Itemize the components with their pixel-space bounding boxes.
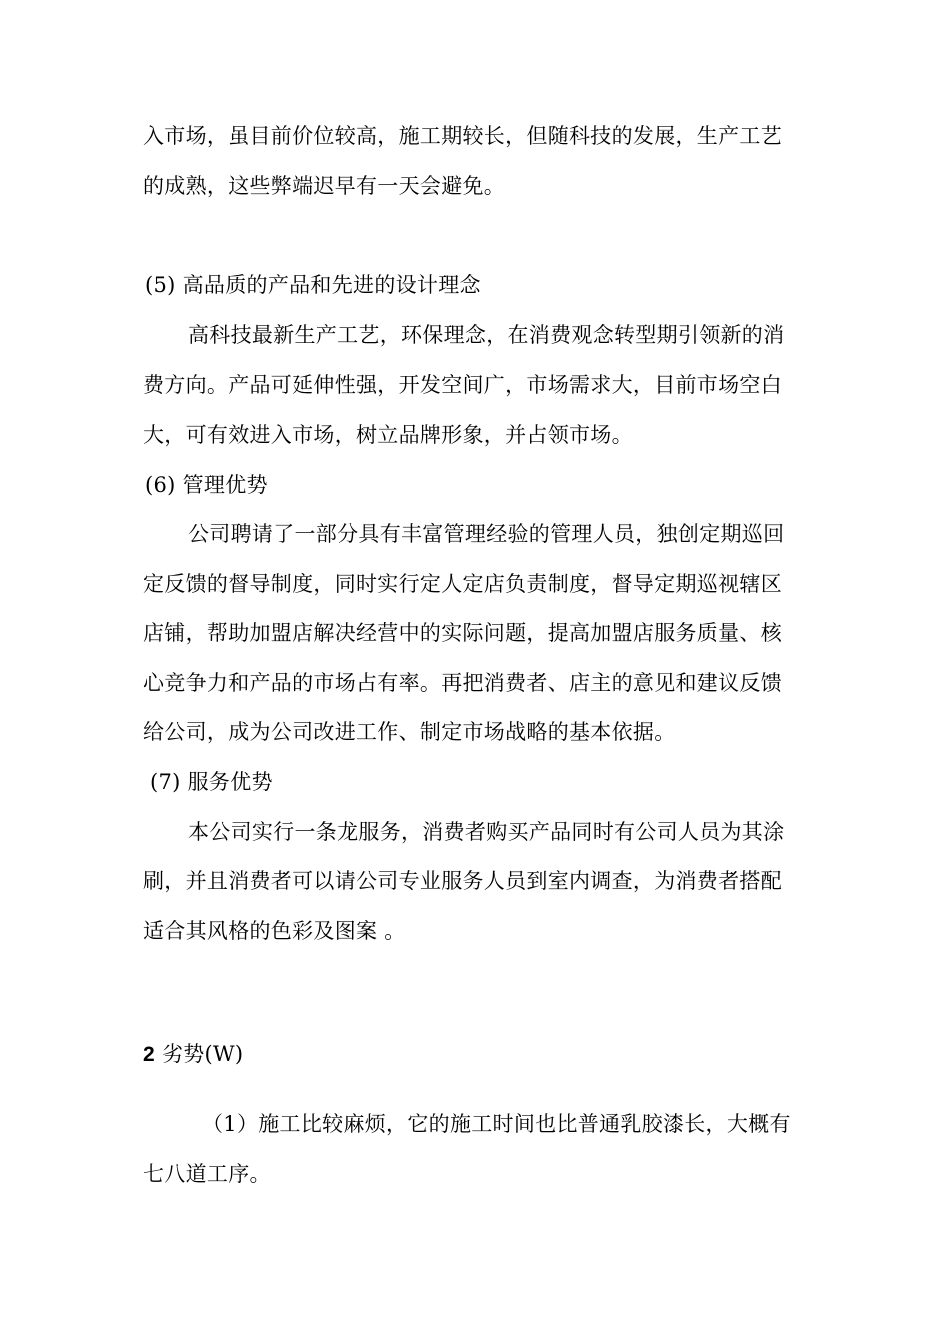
- section-heading-weakness: [143, 1038, 243, 1071]
- paragraph-line: 心竞争力和产品的市场占有率。再把消费者、店主的意见和建议反馈: [143, 671, 782, 695]
- paragraph-line: 的成熟，这些弊端迟早有一天会避免。: [143, 174, 506, 198]
- section-title: 劣势(W): [154, 1042, 244, 1066]
- paragraph-line: 给公司，成为公司改进工作、制定市场战略的基本依据。: [143, 720, 676, 744]
- paragraph-line: 公司聘请了一部分具有丰富管理经验的管理人员，独创定期巡回: [188, 522, 785, 546]
- paragraph-line: 定反馈的督导制度，同时实行定人定店负责制度，督导定期巡视辖区: [143, 572, 782, 596]
- section-number: 2: [143, 1043, 155, 1066]
- paragraph-line: 高科技最新生产工艺，环保理念，在消费观念转型期引领新的消: [188, 323, 785, 347]
- paragraph-line: 刷，并且消费者可以请公司专业服务人员到室内调查，为消费者搭配: [143, 869, 782, 893]
- paragraph-line: 适合其风格的色彩及图案 。: [143, 919, 406, 943]
- paragraph-line: 入市场，虽目前价位较高，施工期较长，但随科技的发展，生产工艺: [143, 124, 782, 148]
- section-heading-6: (6) 管理优势: [145, 473, 268, 497]
- paragraph-line: 七八道工序。: [143, 1162, 271, 1186]
- section-heading-7: (7) 服务优势: [150, 770, 273, 794]
- paragraph-line: （1）施工比较麻烦，它的施工时间也比普通乳胶漆长，大概有: [202, 1112, 791, 1136]
- paragraph-line: 本公司实行一条龙服务，消费者购买产品同时有公司人员为其涂: [188, 820, 785, 844]
- paragraph-line: 店铺，帮助加盟店解决经营中的实际问题，提高加盟店服务质量、核: [143, 621, 782, 645]
- section-heading-5: (5) 高品质的产品和先进的设计理念: [145, 273, 481, 297]
- paragraph-line: 大，可有效进入市场，树立品牌形象，并占领市场。: [143, 423, 633, 447]
- paragraph-line: 费方向。产品可延伸性强，开发空间广，市场需求大，目前市场空白: [143, 373, 782, 397]
